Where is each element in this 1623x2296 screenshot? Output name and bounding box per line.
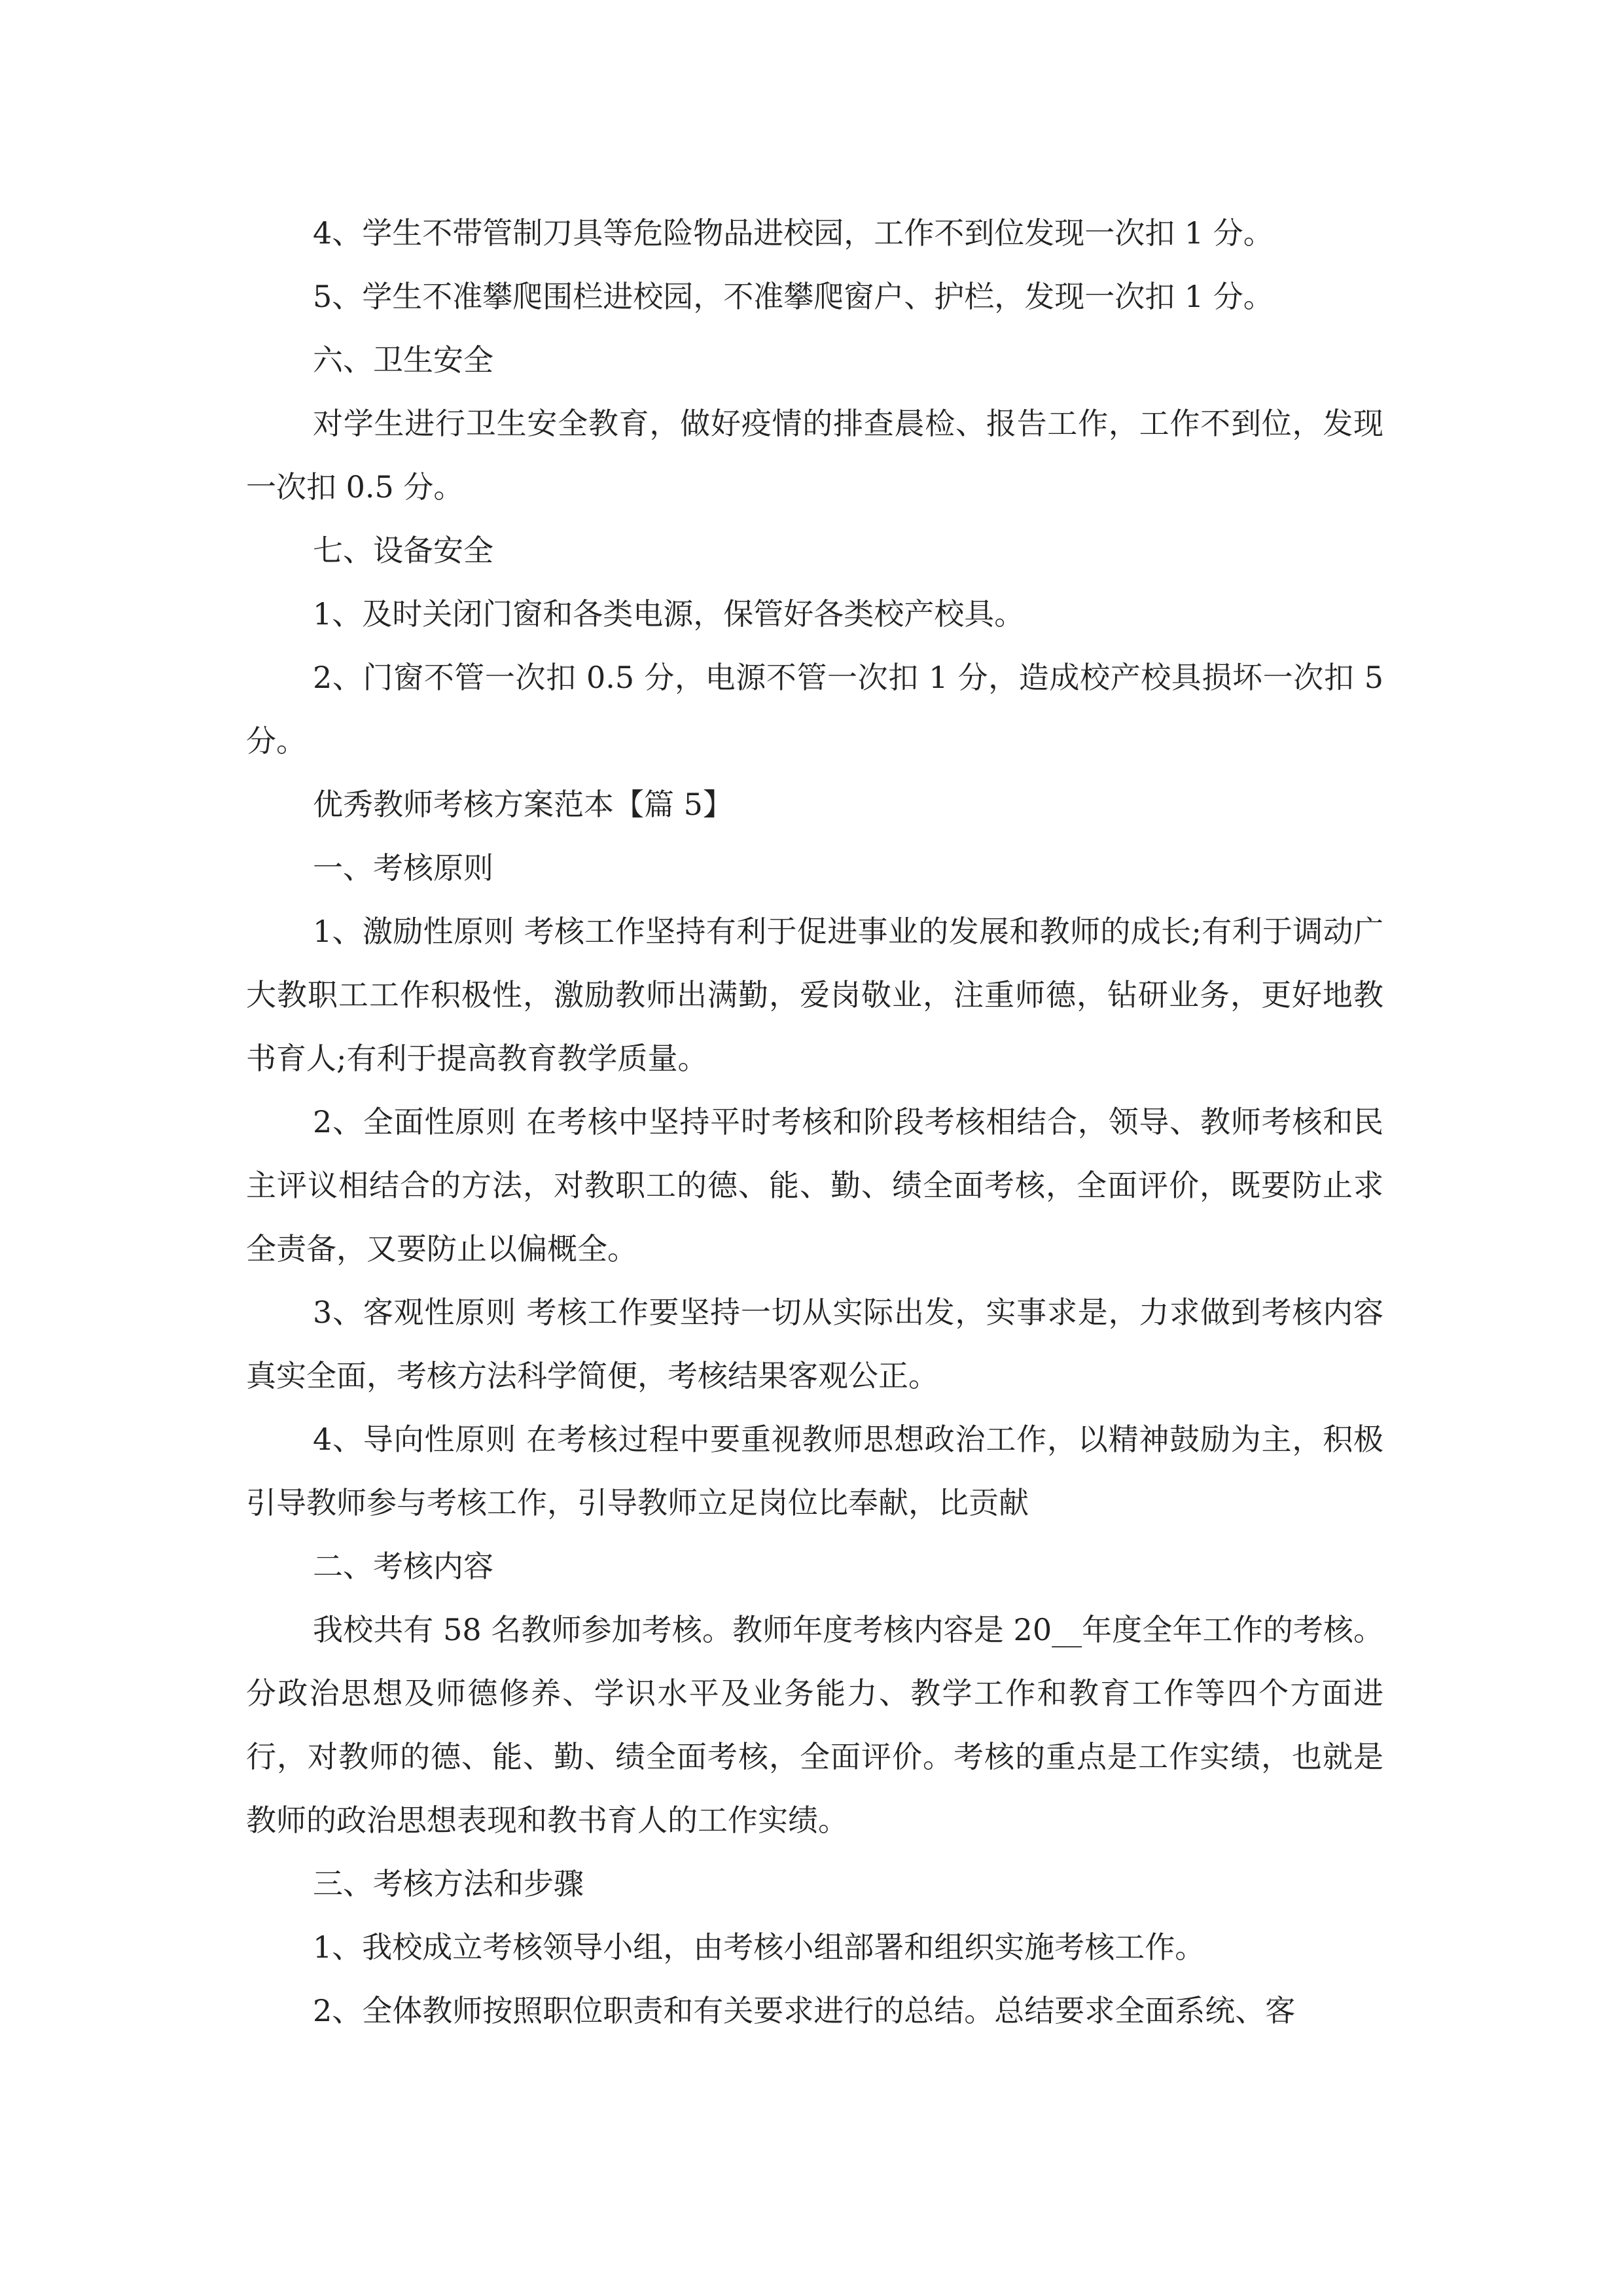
paragraph-principle-1: 1、激励性原则 考核工作坚持有利于促进事业的发展和教师的成长;有利于调动广大教职工工作积极性，激励教师出满勤，爱岗敬业，注重师德，钻研业务，更好地教书育人;有利于提高教育教学质量。	[246, 914, 1383, 1076]
paragraph-item-4: 4、学生不带管制刀具等危险物品进校园，工作不到位发现一次扣 1 分。	[313, 215, 1274, 251]
paragraph-principle-3: 3、客观性原则 考核工作要坚持一切从实际出发，实事求是，力求做到考核内容真实全面，考核方法科学简便，考核结果客观公正。	[246, 1295, 1383, 1393]
paragraph-principle-2: 2、全面性原则 在考核中坚持平时考核和阶段考核相结合，领导、教师考核和民主评议相结合的方法，对教职工的德、能、勤、绩全面考核，全面评价，既要防止求全责备，又要防止以偏概全。	[246, 1104, 1383, 1266]
section-heading-principles: 一、考核原则	[313, 850, 493, 886]
section-heading-content: 二、考核内容	[313, 1549, 493, 1584]
article-title: 优秀教师考核方案范本【篇 5】	[313, 787, 733, 822]
paragraph-principle-4: 4、导向性原则 在考核过程中要重视教师思想政治工作，以精神鼓励为主，积极引导教师参与考核工作，引导教师立足岗位比奉献，比贡献	[246, 1422, 1383, 1520]
document-body	[246, 202, 1383, 2043]
paragraph-method-1: 1、我校成立考核领导小组，由考核小组部署和组织实施考核工作。	[313, 1929, 1205, 1965]
paragraph-content: 我校共有 58 名教师参加考核。教师年度考核内容是 20__年度全年工作的考核。分政治思想及师德修养、学识水平及业务能力、教学工作和教育工作等四个方面进行，对教师的德、能、勤、绩全面考核，全面评价。考核的重点是工作实绩，也就是教师的政治思想表现和教书育人的工作实绩。	[246, 1612, 1383, 1838]
section-heading-methods: 三、考核方法和步骤	[313, 1866, 584, 1901]
paragraph-item-5: 5、学生不准攀爬围栏进校园，不准攀爬窗户、护栏，发现一次扣 1 分。	[313, 279, 1274, 314]
paragraph-equipment-1: 1、及时关闭门窗和各类电源，保管好各类校产校具。	[313, 596, 1025, 632]
paragraph-hygiene-safety: 对学生进行卫生安全教育，做好疫情的排查晨检、报告工作，工作不到位，发现一次扣 0.5 分。	[246, 406, 1383, 505]
section-heading-hygiene-safety: 六、卫生安全	[313, 342, 493, 378]
section-heading-equipment-safety: 七、设备安全	[313, 533, 493, 568]
paragraph-equipment-2: 2、门窗不管一次扣 0.5 分，电源不管一次扣 1 分，造成校产校具损坏一次扣 5 分。	[246, 660, 1383, 759]
paragraph-method-2: 2、全体教师按照职位职责和有关要求进行的总结。总结要求全面系统、客	[313, 1993, 1296, 2028]
